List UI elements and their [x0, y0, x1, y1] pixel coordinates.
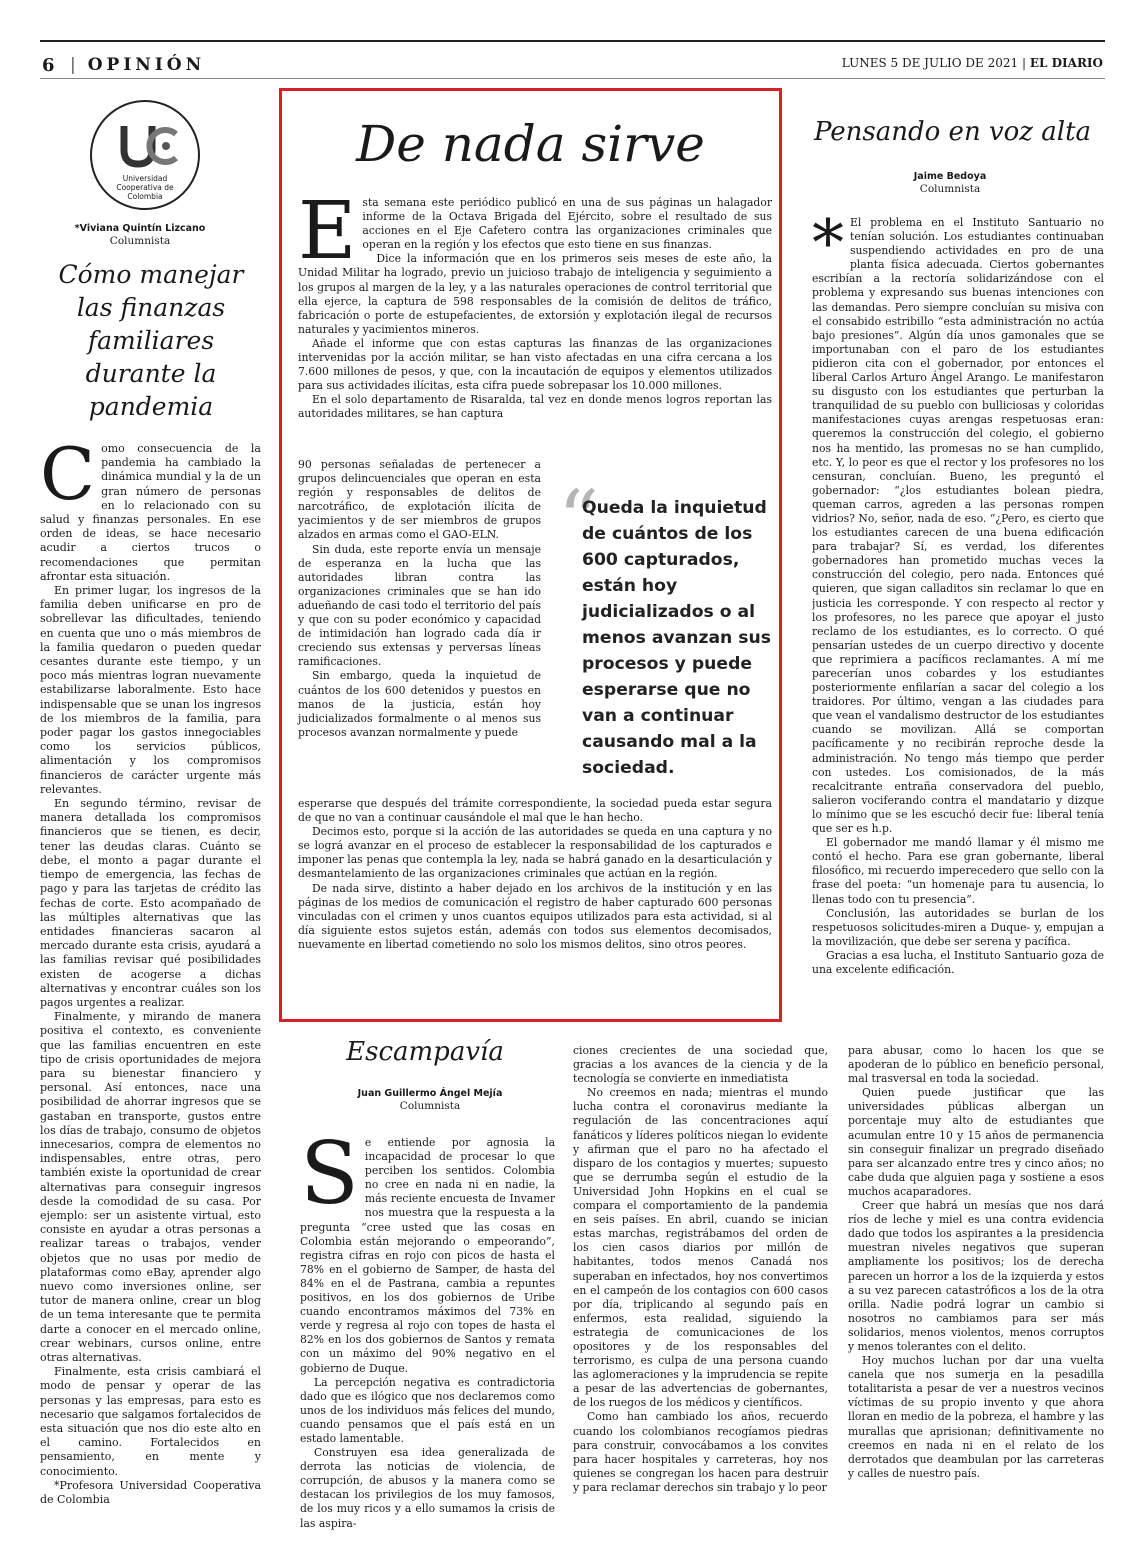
bottom-byline	[330, 1087, 530, 1113]
lead-paragraph: sta semana este periódico publicó en una de sus páginas un halagador informe de la Octava Brigada del Ejército, sobre el resultado de sus acciones en el Eje Cafetero contra las organizaciones criminales que operan en la región y los efectos que esto tiene en sus finanzas.	[362, 196, 772, 252]
lead-paragraph: omo consecuencia de la pandemia ha cambiado la dinámica mundial y la de un gran número de personas en lo relacionado con su salud y finanzas personales. En ese orden de ideas, se hace necesario acudir a ciertos trucos o recomendaciones que permitan afrontar esta situación.	[40, 442, 261, 583]
author-role: Columnista	[109, 235, 171, 247]
bottom-col-2	[573, 1044, 828, 1554]
university-logo	[90, 100, 200, 210]
paragraph: En segundo término, revisar de manera detallada los compromisos financieros que se tienen, es decir, tener las deudas claras. Cuánto se debe, el monto a pagar durante el tiempo de emergencia, las fechas de pago y para las tarjetas de crédito las fechas de corte. Esto acompañado de las múltiples alternativas que las entidades financieras sacaron al mercado durante esta crisis, ayudará a las familias revisar qué posibilidades existen de acogerse a dichas alternativas y encontrar cuáles son los pagos urgentes a realizar.	[40, 797, 261, 1009]
paragraph: para abusar, como lo hacen los que se apoderan de lo público en beneficio personal, mal trasversal en toda la sociedad.	[848, 1044, 1104, 1086]
paragraph: Como han cambiado los años, recuerdo cuando los colombianos recogíamos piedras para construir, convocábamos a los convites para hacer hospitales y carreteras, hoy nos quienes se congregan los hacen para destruir y para reclamar derechos sin trabajo y lo peor	[573, 1410, 828, 1494]
lead-paragraph: El problema en el Instituto Santuario no tenían solución. Los estudiantes continuaban suspendiendo actividades en pro de una planta física adecuada. Ciertos gobernantes escribían a la rectoría solidarizándose con el problema y expresando sus buenas intenciones con las demandas. Pero siempre concluían su misiva con el consabido estribillo “esta administración no actúa bajo presiones”. Algún día unos gamonales que se importunaban con el paro de los estudiantes pidieron cita con el gobernador, por entonces el liberal Carlos Arturo Ángel Arango. Le manifestaron su disgusto con los estudiantes que perturban la tranquilidad de su pueblo con bulliciosas y coloridas manifestaciones cuyas arengas respetuosas eran: queremos la construcción del colegio, el gobierno nos ha mentido, las promesas no se han cumplido, etc. Y, lo peor es que el rector y los profesores no los censuran, concluían. Bueno, les preguntó el gobernador: “¿los estudiantes bolean piedra, queman carros, agreden a las personas rompen vidrios? No, señor, nada de eso. “¿Pero, es cierto que los estudiantes carecen de una buena edificación para trabajar? Sí, es verdad, los diferentes gobernadores han prometido muchas veces la construcción del colegio, pero nada. Entonces qué quieren, que sigan calladitos sin reclamar lo que en justicia les corresponde. Y con respecto al rector y los profesores, no les parece que apoyar el justo reclamo de los estudiantes, es lo correcto. O qué pensarían ustedes de un cuerpo directivo y docente que reprimiera a pacíficos reclamantes. A mí me parecerían unos cobardes y los estudiantes posteriormente enfilarían a sacar del colegio a los traidores. Por último, vengan a las ciudades para que vean el vandalismo destructor de los estudiantes cuando se movilizan. Allá se comportan pacíficamente y no recibirán reproche desde la administración. No tengo más tiempo que perder con ustedes. Los comisionados, de la más recalcitrante entraña conservadora del pueblo, salieron vociferando contra el mandatario y dizque lo mínimo que se les escuchó decir fue: liberal tenía que ser es h.p.	[812, 216, 1104, 836]
paragraph: Gracias a esa lucha, el Instituto Santuario goza de una excelente edificación.	[812, 948, 1104, 976]
paragraph: El gobernador me mandó llamar y él mismo me contó el hecho. Para ese gran gobernante, liberal filosófico, mi recuerdo imperecedero que sello con la frase del poeta: “un homenaje para tu ausencia, lo llenas todo con tu presencia”.	[812, 836, 1104, 906]
paragraph: En primer lugar, los ingresos de la familia deben unificarse en pro de sobrellevar las dificultades, teniendo en cuenta que uno o más miembros de la familia quedaron o pueden quedar cesantes durante este tiempo, y un poco más mientras logran nuevamente estabilizarse laboralmente. Esto hace indispensable que se unan los ingresos de los miembros de la familia, para poder pagar los gastos innegociables como los servicios públicos, alimentación y los compromisos financieros de carácter urgente más relevantes.	[40, 584, 261, 796]
section-separator: |	[70, 55, 80, 75]
paragraph: Dice la información que en los primeros seis meses de este año, la Unidad Militar ha logrado, previo un juicioso trabajo de inteligencia y seguimiento a los grupos al margen de la ley, y a las naturales operaciones de control territorial que ella ejerce, la captura de 598 responsables de la comisión de delitos de tráfico, fabricación o porte de estupefacientes, de extorsión y explotación ilegal de recursos naturales y yacimientos mineros.	[298, 252, 772, 336]
dropcap: E	[298, 184, 357, 277]
dropcap: C	[40, 442, 96, 516]
lead-paragraph: e entiende por agnosia la incapacidad de procesar lo que perciben los sentidos. Colombia no cree en nada ni en nadie, la más reciente encuesta de Invamer nos muestra que la respuesta a la pregunta “cree usted que las cosas en Colombia están mejorando o empeorando”, registra cifras en rojo con picos de hasta el 78% en el gobierno de Samper, de hasta del 84% en el de Pastrana, cambia a repuntes positivos, en los dos gobiernos de Uribe cuando encontramos máximos del 73% en verde y regresa al rojo con topes de hasta el 82% en los dos gobiernos de Santos y remata con un máximo del 90% negativo en el gobierno de Duque.	[300, 1136, 555, 1375]
paragraph: Finalmente, y mirando de manera positiva el contexto, es conveniente que las familias encuentren en este tipo de crisis oportunidades de mejora para su bienestar financiero y personal. Así entonces, nace una posibilidad de ahorrar ingresos que se gastaban en transporte, gustos entre los días de trabajo, consumo de objetos innecesarios, compra de elementos no indispensables, entre otras, pero también existe la oportunidad de crear alternativas para conseguir ingresos desde la comodidad de su casa. Por ejemplo: ser un asistente virtual, esto consiste en ayudar a otras personas a realizar tareas o trabajos, vender objetos que no usas por medio de plataformas como eBay, aprender algo nuevo como inversiones online, ser tutor de manera online, crear un blog de un tema interesante que te permita darte a conocer en el mercado online, crear webinars, cursos online, entre otras alternativas.	[40, 1010, 261, 1364]
top-rule	[40, 40, 1105, 42]
editorial-body-bottom	[298, 797, 772, 952]
author-name: Juan Guillermo Ángel Mejía	[357, 1088, 503, 1099]
header-rule	[40, 78, 1105, 79]
paragraph: Creer que habrá un mesías que nos dará ríos de leche y miel es una contra evidencia dado que todos los aspirantes a la presidencia muestran niveles negativos que superan ampliamente los positivos; los de derecha parecen un horror a los de la izquierda y estos a su vez parecen catastróficos a los de la otra orilla. Nadie podrá lograr un cambio si nosotros no cambiamos para ser más solidarios, menos violentos, menos corruptos y menos tolerantes con el delito.	[848, 1199, 1104, 1353]
author-name: *Viviana Quintín Lizcano	[74, 223, 206, 234]
paragraph: Decimos esto, porque si la acción de las autoridades se queda en una captura y no se lográ avanzar en el proceso de establecer la responsabilidad de los capturados e imponer las penas que contempla la ley, nada se habrá ganado en la desarticulación y desmantelamiento de las organizaciones criminales que actúan en la región.	[298, 825, 772, 881]
editorial-title: De nada sirve	[356, 115, 705, 173]
paragraph: Finalmente, esta crisis cambiará el modo de pensar y operar de las personas y las empresas, para esto es necesario que salgamos fortalecidos de esta situación que nos dio este alto en el camino. Fortalecidos en pensamiento, en mente y conocimiento.	[40, 1365, 261, 1478]
bottom-col-1	[300, 1136, 555, 1556]
right-article-title: Pensando en voz alta	[813, 117, 1092, 147]
left-article-title: Cómo manejar las finanzas familiares durante la pandemia	[58, 260, 244, 421]
footnote: *Profesora Universidad Cooperativa de Colombia	[40, 1478, 261, 1507]
paragraph: Hoy muchos luchan por dar una vuelta canela que nos sumerja en la pesadilla totalitarista a pesar de ver a nuestros vecinos víctimas de su propio invento y que ahora lloran en medio de la pobreza, el hambre y las murallas que aprisionan; definitivamente no creemos en nada ni en el relato de los derrotados que deambulan por las carreteras y calles de nuestro país.	[848, 1354, 1104, 1480]
paragraph: esperarse que después del trámite correspondiente, la sociedad pueda estar segura de que no van a continuar causándole el mal que le han hecho.	[298, 797, 772, 825]
right-byline	[850, 170, 1050, 196]
left-article-body	[40, 442, 261, 1522]
dropcap: S	[300, 1136, 359, 1224]
section-name	[70, 55, 205, 75]
pull-quote: Queda la inquietud de cuántos de los 600 capturados, están hoy judicializados o al menos avanzan sus procesos y puede esperarse que no van a continuar causando mal a la sociedad.	[582, 498, 771, 778]
author-role: Columnista	[399, 1100, 461, 1112]
author-role: Columnista	[919, 183, 981, 195]
paragraph: Añade el informe que con estas capturas las finanzas de las organizaciones intervenidas por la acción militar, se han visto afectadas en una cifra cercana a los 7.600 millones de pesos, y que, con la incautación de equipos y elementos utilizados para sus actividades ilícitas, esta cifra puede sobrepasar los 10.000 millones.	[298, 336, 772, 393]
page-number: 6	[42, 55, 56, 76]
dropcap: *	[812, 216, 844, 281]
paragraph: Sin embargo, queda la inquietud de cuántos de los 600 detenidos y puestos en manos de la justicia, están hoy judicializados formalmente o al menos sus procesos avanzan normalmente y puede	[298, 669, 541, 739]
logo-text: Universidad Cooperativa de Colombia	[116, 174, 174, 201]
paragraph: No creemos en nada; mientras el mundo lucha contra el coronavirus mediante la regulación de las concentraciones aquí fanáticos y líderes políticos niegan lo evidente y afirman que el paro no ha afectado el disparo de los contagios y muertes; supuesto que se derrumba según el estudio de la Universidad John Hopkins en el cual se compara el comportamiento de la pandemia en seis países. En abril, cuando se inician estas marchas, registrábamos del orden de los cien casos diarios por millón de habitantes, todos menos Canadá nos superaban en infectados, hoy nos convertimos en el campeón de los contagios con 600 casos por día, triplicando al segundo país en enfermos, esta realidad, siguiendo la estrategia de comunicaciones de los opositores y de los responsables del terrorismo, es culpa de una persona cuando las aglomeraciones y la imprudencia se repite a pesar de las advertencias de gobernantes, de los ruegos de los médicos y científicos.	[573, 1086, 828, 1410]
logo-mark-icon	[112, 120, 182, 170]
quote-mark-icon: “	[558, 473, 599, 566]
paragraph: Sin duda, este reporte envía un mensaje de esperanza en la lucha que las autoridades libran contra las organizaciones criminales que se han ido adueñando de casi todo el territorio del país y que con su poder económico y capacidad de intimidación han logrado cada día ir creciendo sus extensas y perversas líneas ramificaciones.	[298, 542, 541, 669]
bottom-article-title: Escampavía	[346, 1037, 504, 1067]
paragraph: La percepción negativa es contradictoria dado que es ilógico que nos declaremos como unos de los individuos más felices del mundo, cuando pensamos que el país está en un estado lamentable.	[300, 1375, 555, 1445]
paragraph: En el solo departamento de Risaralda, tal vez en donde menos logros reportan las autoridades militares, se han captura	[298, 393, 772, 421]
paragraph: De nada sirve, distinto a haber dejado en los archivos de la institución y en las páginas de los medios de comunicación el registro de haber capturado 600 personas vinculadas con el crimen y unos cuantos equipos utilizados para esta actividad, si al día siguiente estos sujetos están, además con todos sus elementos decomisados, nuevamente en libertad cometiendo no solo los mismos delitos, sino otros peores.	[298, 881, 772, 951]
date: LUNES 5 DE JULIO DE 2021 |	[841, 56, 1027, 70]
paragraph: Conclusión, las autoridades se burlan de los respetuosos solicitudes-miren a Duque- y, empujan a la movilización, que debe ser serena y pacífica.	[812, 906, 1104, 948]
paragraph: Construyen esa idea generalizada de derrota las noticias de violencia, de corrupción, de abusos y la manera como se destacan los privilegios de los muy famosos, de los muy ricos y a ello sumamos la crisis de las aspira-	[300, 1446, 555, 1530]
editorial-body-top	[298, 184, 772, 422]
paragraph: ciones crecientes de una sociedad que, gracias a los avances de la ciencia y de la tecnología se convierte en inmediatista	[573, 1044, 828, 1086]
dateline	[842, 56, 1103, 70]
paragraph: Quien puede justificar que las universidades públicas albergan un porcentaje muy alto de estudiantes que acumulan entre 10 y 15 años de permanencia sin conseguir finalizar un pregrado diseñado para ser alcanzado entre tres y cinco años; no cabe duda que alguien paga y sostiene a esos muchos acaparadores.	[848, 1086, 1104, 1198]
right-article-body	[812, 216, 1104, 1046]
author-name: Jaime Bedoya	[913, 171, 987, 182]
editorial-body-mid	[298, 458, 541, 740]
paragraph: 90 personas señaladas de pertenecer a grupos delincuenciales que operan en esta región y responsables de delitos de narcotráfico, de explotación ilícita de yacimientos y de ser miembros de grupos alzados en armas como el GAO-ELN.	[298, 458, 541, 542]
paper-name: EL DIARIO	[1029, 56, 1103, 70]
left-byline	[40, 222, 240, 248]
section-label: OPINIÓN	[87, 55, 206, 75]
bottom-col-3	[848, 1044, 1104, 1554]
